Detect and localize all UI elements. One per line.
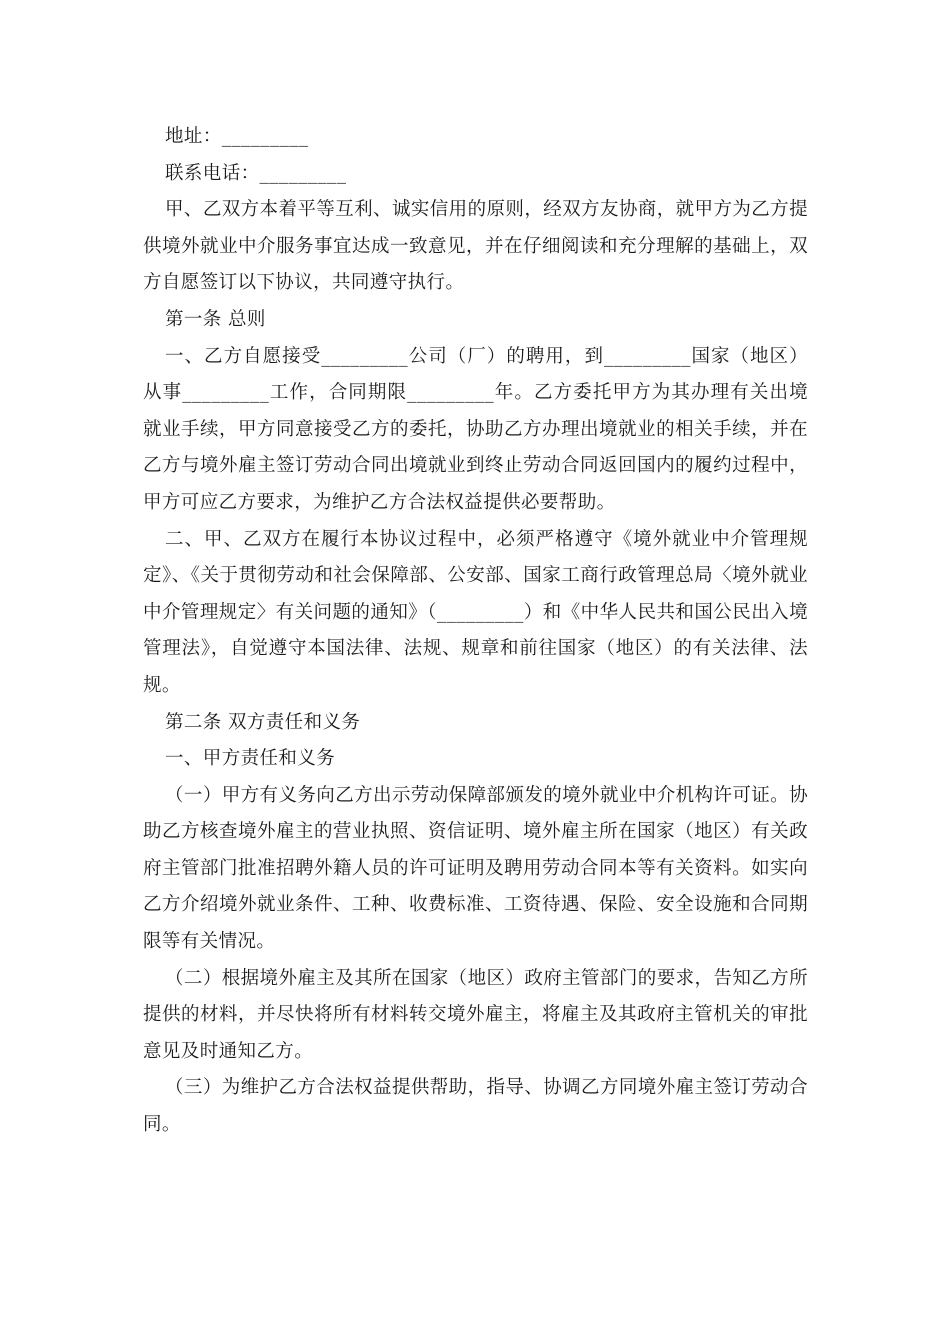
party-a-duties-heading: 一、甲方责任和义务 <box>165 748 336 770</box>
party-a-duty-two: （二）根据境外雇主及其所在国家（地区）政府主管部门的要求，告知乙方所提供的材料，并尽快将所有材料转交境外雇主，将雇主及其政府主管机关的审批意见及时通知乙方。 <box>143 967 808 1062</box>
preamble-paragraph: 甲、乙双方本着平等互利、诚实信用的原则，经双方友协商，就甲方为乙方提供境外就业中介服务事宜达成一致意见，并在仔细阅读和充分理解的基础上，双方自愿签订以下协议，共同遵守执行。 <box>143 199 808 294</box>
document-body <box>143 119 808 1144</box>
address-line: 地址：_________ <box>165 126 309 147</box>
article-one-clause-one: 一、乙方自愿接受_________公司（厂）的聘用，到_________国家（地区）从事_________工作，合同期限_________年。乙方委托甲方为其办理有关出境就业手续，甲方同意接受乙方的委托，协助乙方办理出境就业的相关手续，并在乙方与境外雇主签订劳动合同出境就业到终止劳动合同返回国内的履约过程中，甲方可应乙方要求，为维护乙方合法权益提供必要帮助。 <box>143 345 808 513</box>
article-one-clause-two: 二、甲、乙双方在履行本协议过程中，必须严格遵守《境外就业中介管理规定》、《关于贯彻劳动和社会保障部、公安部、国家工商行政管理总局〈境外就业中介管理规定〉有关问题的通知》（_________）和《中华人民共和国公民出入境管理法》，自觉遵守本国法律、法规、规章和前往国家（地区）的有关法律、法规。 <box>143 528 808 696</box>
phone-line: 联系电话：_________ <box>165 162 347 184</box>
party-a-duty-one: （一）甲方有义务向乙方出示劳动保障部颁发的境外就业中介机构许可证。协助乙方核查境外雇主的营业执照、资信证明、境外雇主所在国家（地区）有关政府主管部门批准招聘外籍人员的许可证明及聘用劳动合同本等有关资料。如实向乙方介绍境外就业条件、工种、收费标准、工资待遇、保险、安全设施和合同期限等有关情况。 <box>143 784 808 953</box>
article-two-heading: 第二条 双方责任和义务 <box>165 711 361 733</box>
article-one-heading: 第一条 总则 <box>165 308 266 330</box>
party-a-duty-three: （三）为维护乙方合法权益提供帮助，指导、协调乙方同境外雇主签订劳动合同。 <box>143 1077 808 1136</box>
